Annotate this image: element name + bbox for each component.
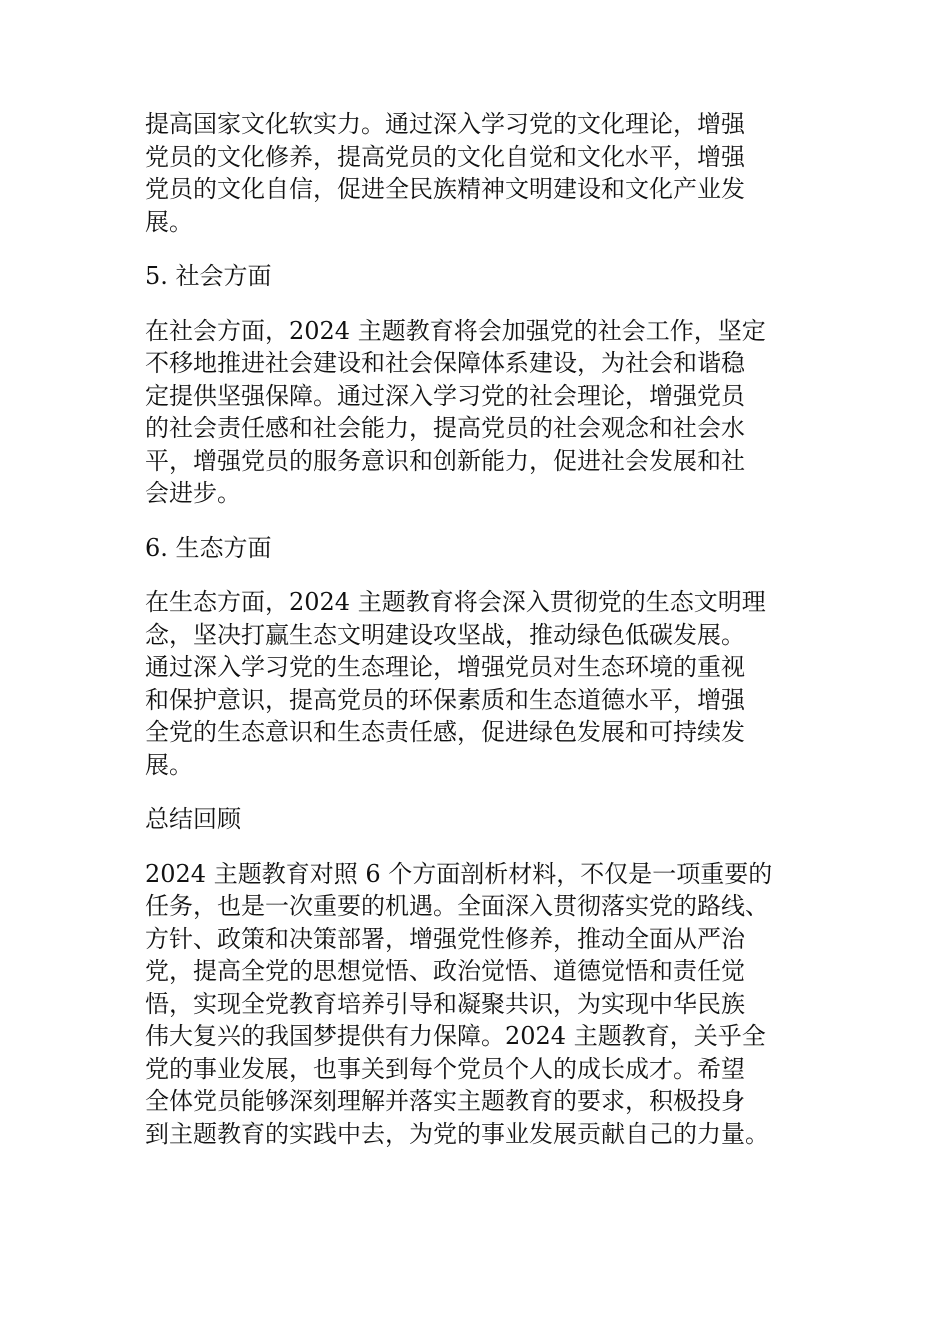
paragraph-summary: 2024 主题教育对照 6 个方面剖析材料，不仅是一项重要的 任务，也是一次重要的机遇。全面深入贯彻落实党的路线、 方针、政策和决策部署，增强党性修养，推动全面从严治 党，提高全党的思想觉悟、政治觉悟、道德觉悟和责任觉 悟，实现全党教育培养引导和凝聚共识，为实现中华民族 伟大复兴的我国梦提供有力保障。2024 主题教育，关乎全 党的事业发展，也事关到每个党员个人的成长成才。希望 全体党员能够深刻理解并落实主题教育的要求，积极投身 到主题教育的实践中去，为党的事业发展贡献自己的力量。 — [145, 859, 773, 1148]
section-heading-summary: 总结回顾 — [145, 805, 241, 833]
section-heading-ecology: 6. 生态方面 — [145, 533, 272, 562]
paragraph-culture-continued: 提高国家文化软实力。通过深入学习党的文化理论，增强 党员的文化修养，提高党员的文化自觉和文化水平，增强 党员的文化自信，促进全民族精神文明建设和文化产业发 展。 — [145, 110, 745, 236]
document-body — [145, 108, 825, 1172]
paragraph-society: 在社会方面，2024 主题教育将会加强党的社会工作，坚定 不移地推进社会建设和社会保障体系建设，为社会和谐稳 定提供坚强保障。通过深入学习党的社会理论，增强党员 的社会责任感和社会能力，提高党员的社会观念和社会水 平，增强党员的服务意识和创新能力，促进社会发展和社 会进步。 — [145, 316, 766, 507]
paragraph-ecology: 在生态方面，2024 主题教育将会深入贯彻党的生态文明理 念，坚决打赢生态文明建设攻坚战，推动绿色低碳发展。 通过深入学习党的生态理论，增强党员对生态环境的重视 和保护意识，提高党员的环保素质和生态道德水平，增强 全党的生态意识和生态责任感，促进绿色发展和可持续发 展。 — [145, 588, 766, 779]
section-heading-society: 5. 社会方面 — [145, 262, 272, 290]
